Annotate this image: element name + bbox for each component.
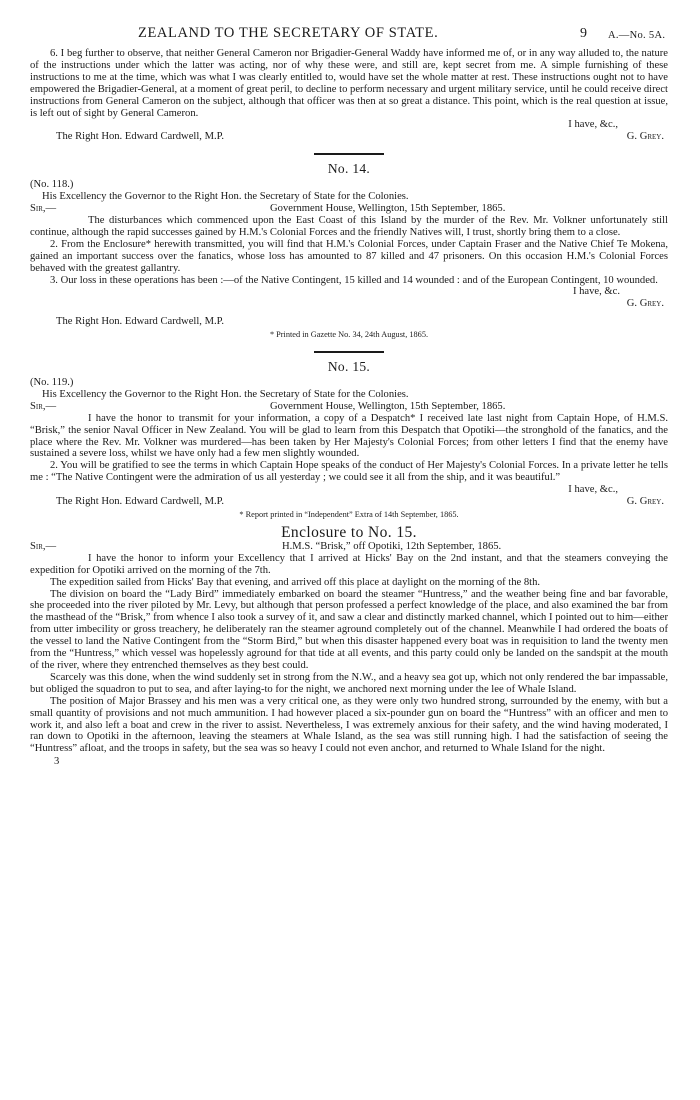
- no14-salutation: Sir,—: [30, 202, 57, 214]
- enclosure-paragraph-3: The division on board the “Lady Bird” immediately embarked on board the steamer “Huntress,” and the weather being fine and bar favorable, she proceeded into the river piloted by Mr. Levy, but although that person professed a perfect knowledge of the place, and also examined the bar from the masthead of the “Brisk,” from whence I also took a survey of it, and saw a clear and distinctly marked channel, which I pointed out to him—either from utter imbecility or gross treachery, he deliberately ran the steamer aground completely out of the channel. Meanwhile I had ordered the boats of the vessel to land the Native Contingent from the “Storm Bird,” but when this disaster happened every boat was in requisition to land the twenty men from the “Huntress,” which vessel was hopelessly aground for that tide at all events, and this party could only be landed on the sandspit at the mouth of the river, where they entrenched themselves as they best could.: [30, 588, 668, 671]
- enclosure-place-date: H.M.S. “Brisk,” off Opotiki, 12th September, 1865.: [282, 540, 502, 552]
- no14-paragraph-3: 3. Our loss in these operations has been :—of the Native Contingent, 15 killed and 14 wounded : and of the European Contingent, 10 wounded.: [50, 274, 658, 286]
- no15-signature: G. Grey.: [626, 496, 664, 508]
- no14-footnote: * Printed in Gazette No. 34, 24th August, 1865.: [269, 330, 429, 340]
- no14-ref: (No. 118.): [30, 179, 74, 191]
- enclosure-paragraph-1: I have the honor to inform your Excellency that I arrived at Hicks' Bay on the 2nd instant, and that the steamers conveying the expedition for Opotiki arrived on the morning of the 7th.: [30, 552, 668, 576]
- section-title-no-14: No. 14.: [327, 161, 371, 177]
- no15-footnote: * Report printed in “Independent” Extra of 14th September, 1865.: [239, 510, 459, 519]
- no15-closing: I have, &c.,: [568, 484, 618, 496]
- section-title-no-15: No. 15.: [327, 359, 371, 375]
- section-divider: [314, 153, 384, 155]
- no15-paragraph-1: I have the honor to transmit for your information, a copy of a Despatch* I received late last night from Captain Hope, of H.M.S. “Brisk,” the senior Naval Officer in New Zealand. You will be glad to learn from this Despatch that Opotiki—the stronghold of the fanatics, and the place where the Rev. Mr. Volkner was murdered—has been taken by Her Majesty's Colonial Forces; from other letters I find that the enemy have sustained a severe loss, whilst we have only had a few men slightly wounded.: [30, 412, 668, 460]
- no15-from-line: His Excellency the Governor to the Right Hon. the Secretary of State for the Colonies.: [42, 388, 409, 400]
- no14-paragraph-1: The disturbances which commenced upon the East Coast of this Island by the murder of the Rev. Mr. Volkner unfortunately still continue, although the rapid successes gained by H.M.'s Colonial Forces and the friendly Natives will, I trust, shortly bring them to a close.: [30, 214, 668, 238]
- enclosure-salutation-row: [30, 541, 668, 553]
- no14-signature: G. Grey.: [626, 298, 664, 310]
- prev-addressee: The Right Hon. Edward Cardwell, M.P.: [56, 131, 225, 143]
- enclosure-paragraph-5: The position of Major Brassey and his men was a very critical one, as they were only two hundred strong, surrounded by the enemy, with but a small quantity of provisions and not much ammunition. I had however placed a six-pounder gun on board the “Huntress” with an officer and men to work it, and also left a boat and crew in the river to assist. Nevertheless, I was extremely anxious for their safety, and the wind having moderated, I ran down to Opotiki in the afternoon, leaving the steamers at Whale Island, as the sea was still running high. I had the satisfaction of seeing the “Huntress” afloat, and the troops in safety, but the sea was so heavy I could not even anchor, and returned to Whale Island for the night.: [30, 695, 668, 755]
- section-divider: [314, 351, 384, 353]
- document-page: [30, 22, 668, 768]
- sheet-signature-mark: 3: [54, 756, 60, 768]
- no15-addressee-row: [30, 496, 668, 508]
- no14-addressee: The Right Hon. Edward Cardwell, M.P.: [56, 316, 225, 328]
- no14-from-line: His Excellency the Governor to the Right Hon. the Secretary of State for the Colonies.: [42, 191, 409, 203]
- no14-place-date: Government House, Wellington, 15th September, 1865.: [270, 202, 506, 214]
- no14-salutation-row: [30, 203, 668, 215]
- no15-ref: (No. 119.): [30, 376, 74, 388]
- enclosure-title: Enclosure to No. 15.: [281, 523, 417, 541]
- header-title: ZEALAND TO THE SECRETARY OF STATE.: [138, 25, 439, 41]
- paper-reference: A.—No. 5A.: [608, 30, 666, 41]
- prev-closing: I have, &c.,: [568, 119, 618, 131]
- no15-salutation: Sir,—: [30, 400, 57, 412]
- no15-addressee: The Right Hon. Edward Cardwell, M.P.: [56, 496, 225, 508]
- running-header: [30, 22, 668, 48]
- no15-salutation-row: [30, 401, 668, 413]
- enclosure-salutation: Sir,—: [30, 540, 57, 552]
- no14-paragraph-2: 2. From the Enclosure* herewith transmitted, you will find that H.M.'s Colonial Forces, under Captain Fraser and the Native Chief Te Mokena, gained an important success over the fanatics, whose loss has amounted to 87 killed and 47 prisoners. On this occasion H.M.'s Colonial Forces behaved with the greatest gallantry.: [30, 238, 668, 274]
- prev-paragraph-6: 6. I beg further to observe, that neither General Cameron nor Brigadier-General Waddy have informed me of, or in any way alluded to, the nature of the instructions under which the latter was acting, nor of why these were, and still are, kept secret from me. A simple furnishing of these instructions to me at the time, which was what I was clearly entitled to, would have set the whole matter at rest. These instructions ought not to have empowered the Brigadier-General, at a moment of great peril, to decline to perform necessary and urgent military service, until he could receive direct instructions from General Cameron on the subject, although that officer was then at so great a distance. This point, which is the real question at issue, is left out of sight by General Cameron.: [30, 48, 668, 119]
- prev-addressee-row: [30, 131, 668, 143]
- enclosure-paragraph-4: Scarcely was this done, when the wind suddenly set in strong from the N.W., and a heavy sea got up, which not only rendered the bar impassable, but obliged the squadron to put to sea, and after laying-to for the night, we anchored next morning under the lee of Whale Island.: [30, 671, 668, 695]
- no15-paragraph-2: 2. You will be gratified to see the terms in which Captain Hope speaks of the conduct of Her Majesty's Colonial Forces. In a private letter he tells me : “The Native Contingent were the admiration of us all yesterday ; we could see it all from the ship, and it was beautiful.”: [30, 460, 668, 484]
- no15-place-date: Government House, Wellington, 15th September, 1865.: [270, 400, 506, 412]
- enclosure-paragraph-2: The expedition sailed from Hicks' Bay that evening, and arrived off this place at daylight on the morning of the 8th.: [50, 576, 541, 588]
- no14-closing: I have, &c.: [572, 286, 620, 298]
- prev-signature: G. Grey.: [626, 131, 664, 143]
- page-number: 9: [580, 26, 587, 41]
